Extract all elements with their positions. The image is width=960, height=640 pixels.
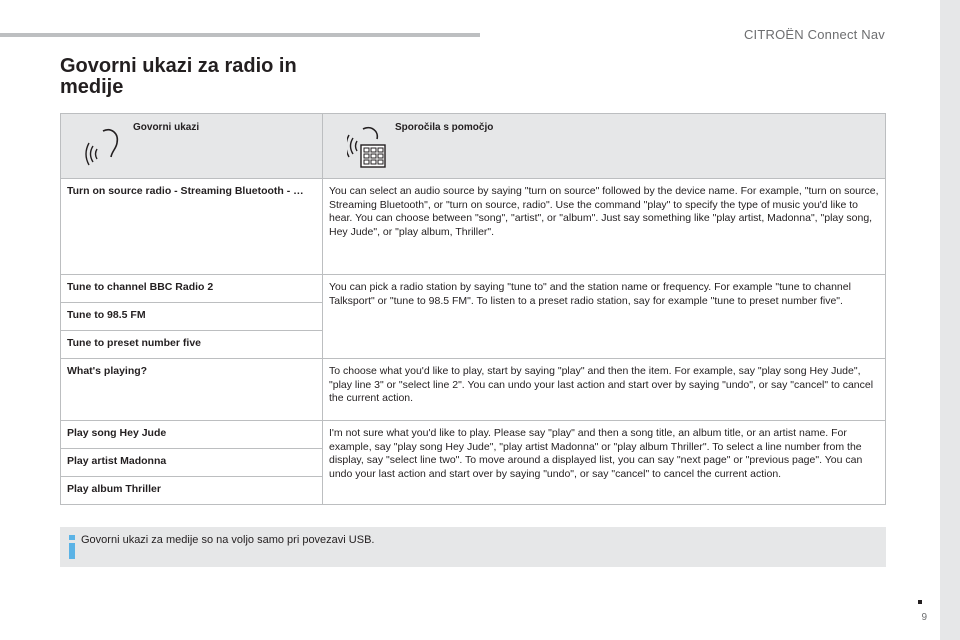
- info-icon: [66, 534, 78, 560]
- voice-help-keypad-icon: [347, 125, 387, 169]
- header-label-help: Sporočila s pomočjo: [395, 122, 494, 133]
- command-cell: Tune to 98.5 FM: [61, 303, 323, 331]
- table-row: [61, 275, 886, 303]
- header-cell-commands: [61, 114, 323, 179]
- help-cell: I'm not sure what you'd like to play. Please say "play" and then a song title, an album title, or an artist name. For example, say "play song Hey Jude", "play artist Madonna" or "play album Thriller". To select a line number from the display, say "select line two". To move around a displayed list, you can say "next page" or "previous page". You can undo your last action and start over by saying "undo", or say "cancel" to cancel the current action.: [323, 421, 886, 505]
- table-row: [61, 359, 886, 421]
- table-row: [61, 421, 886, 449]
- voice-commands-table: [60, 113, 886, 505]
- voice-command-icon: [85, 125, 125, 169]
- brand-header: CITROËN Connect Nav: [743, 27, 885, 42]
- command-cell: Tune to preset number five: [61, 331, 323, 359]
- header-cell-help: [323, 114, 886, 179]
- top-rule: [0, 33, 480, 37]
- help-cell: To choose what you'd like to play, start by saying "play" and then the item. For example, say "play song Hey Jude", "play line 3" or "select line 2". You can undo your last action and start over by saying "undo", or say "cancel" to cancel the current action.: [323, 359, 886, 421]
- header-label-commands: Govorni ukazi: [133, 122, 200, 133]
- info-note-text: Govorni ukazi za medije so na voljo samo pri povezavi USB.: [81, 534, 375, 546]
- command-cell: Tune to channel BBC Radio 2: [61, 275, 323, 303]
- page-marker: [918, 600, 922, 604]
- table-header-row: [61, 114, 886, 179]
- info-note: [60, 527, 886, 567]
- command-cell: What's playing?: [61, 359, 323, 421]
- table-row: [61, 179, 886, 275]
- command-cell: Turn on source radio - Streaming Bluetooth - …: [61, 179, 323, 275]
- page-number: 9: [921, 612, 927, 623]
- command-cell: Play song Hey Jude: [61, 421, 323, 449]
- command-cell: Play artist Madonna: [61, 449, 323, 477]
- help-cell: You can select an audio source by saying "turn on source" followed by the device name. For example, "turn on source, Streaming Bluetooth", or "turn on source, radio". Use the command "play" to specify the type of music you'd like to hear. You can choose between "song", "artist", or "album". Just say something like "play artist, Madonna", "play song, Hey Jude", or "play album, Thriller".: [323, 179, 886, 275]
- command-cell: Play album Thriller: [61, 477, 323, 505]
- side-strip: [940, 0, 960, 640]
- help-cell: You can pick a radio station by saying "tune to" and the station name or frequency. For example "tune to channel Talksport" or "tune to 98.5 FM". To listen to a preset radio station, say for example "tune to preset number five".: [323, 275, 886, 359]
- page-title: Govorni ukazi za radio in medije: [60, 55, 297, 98]
